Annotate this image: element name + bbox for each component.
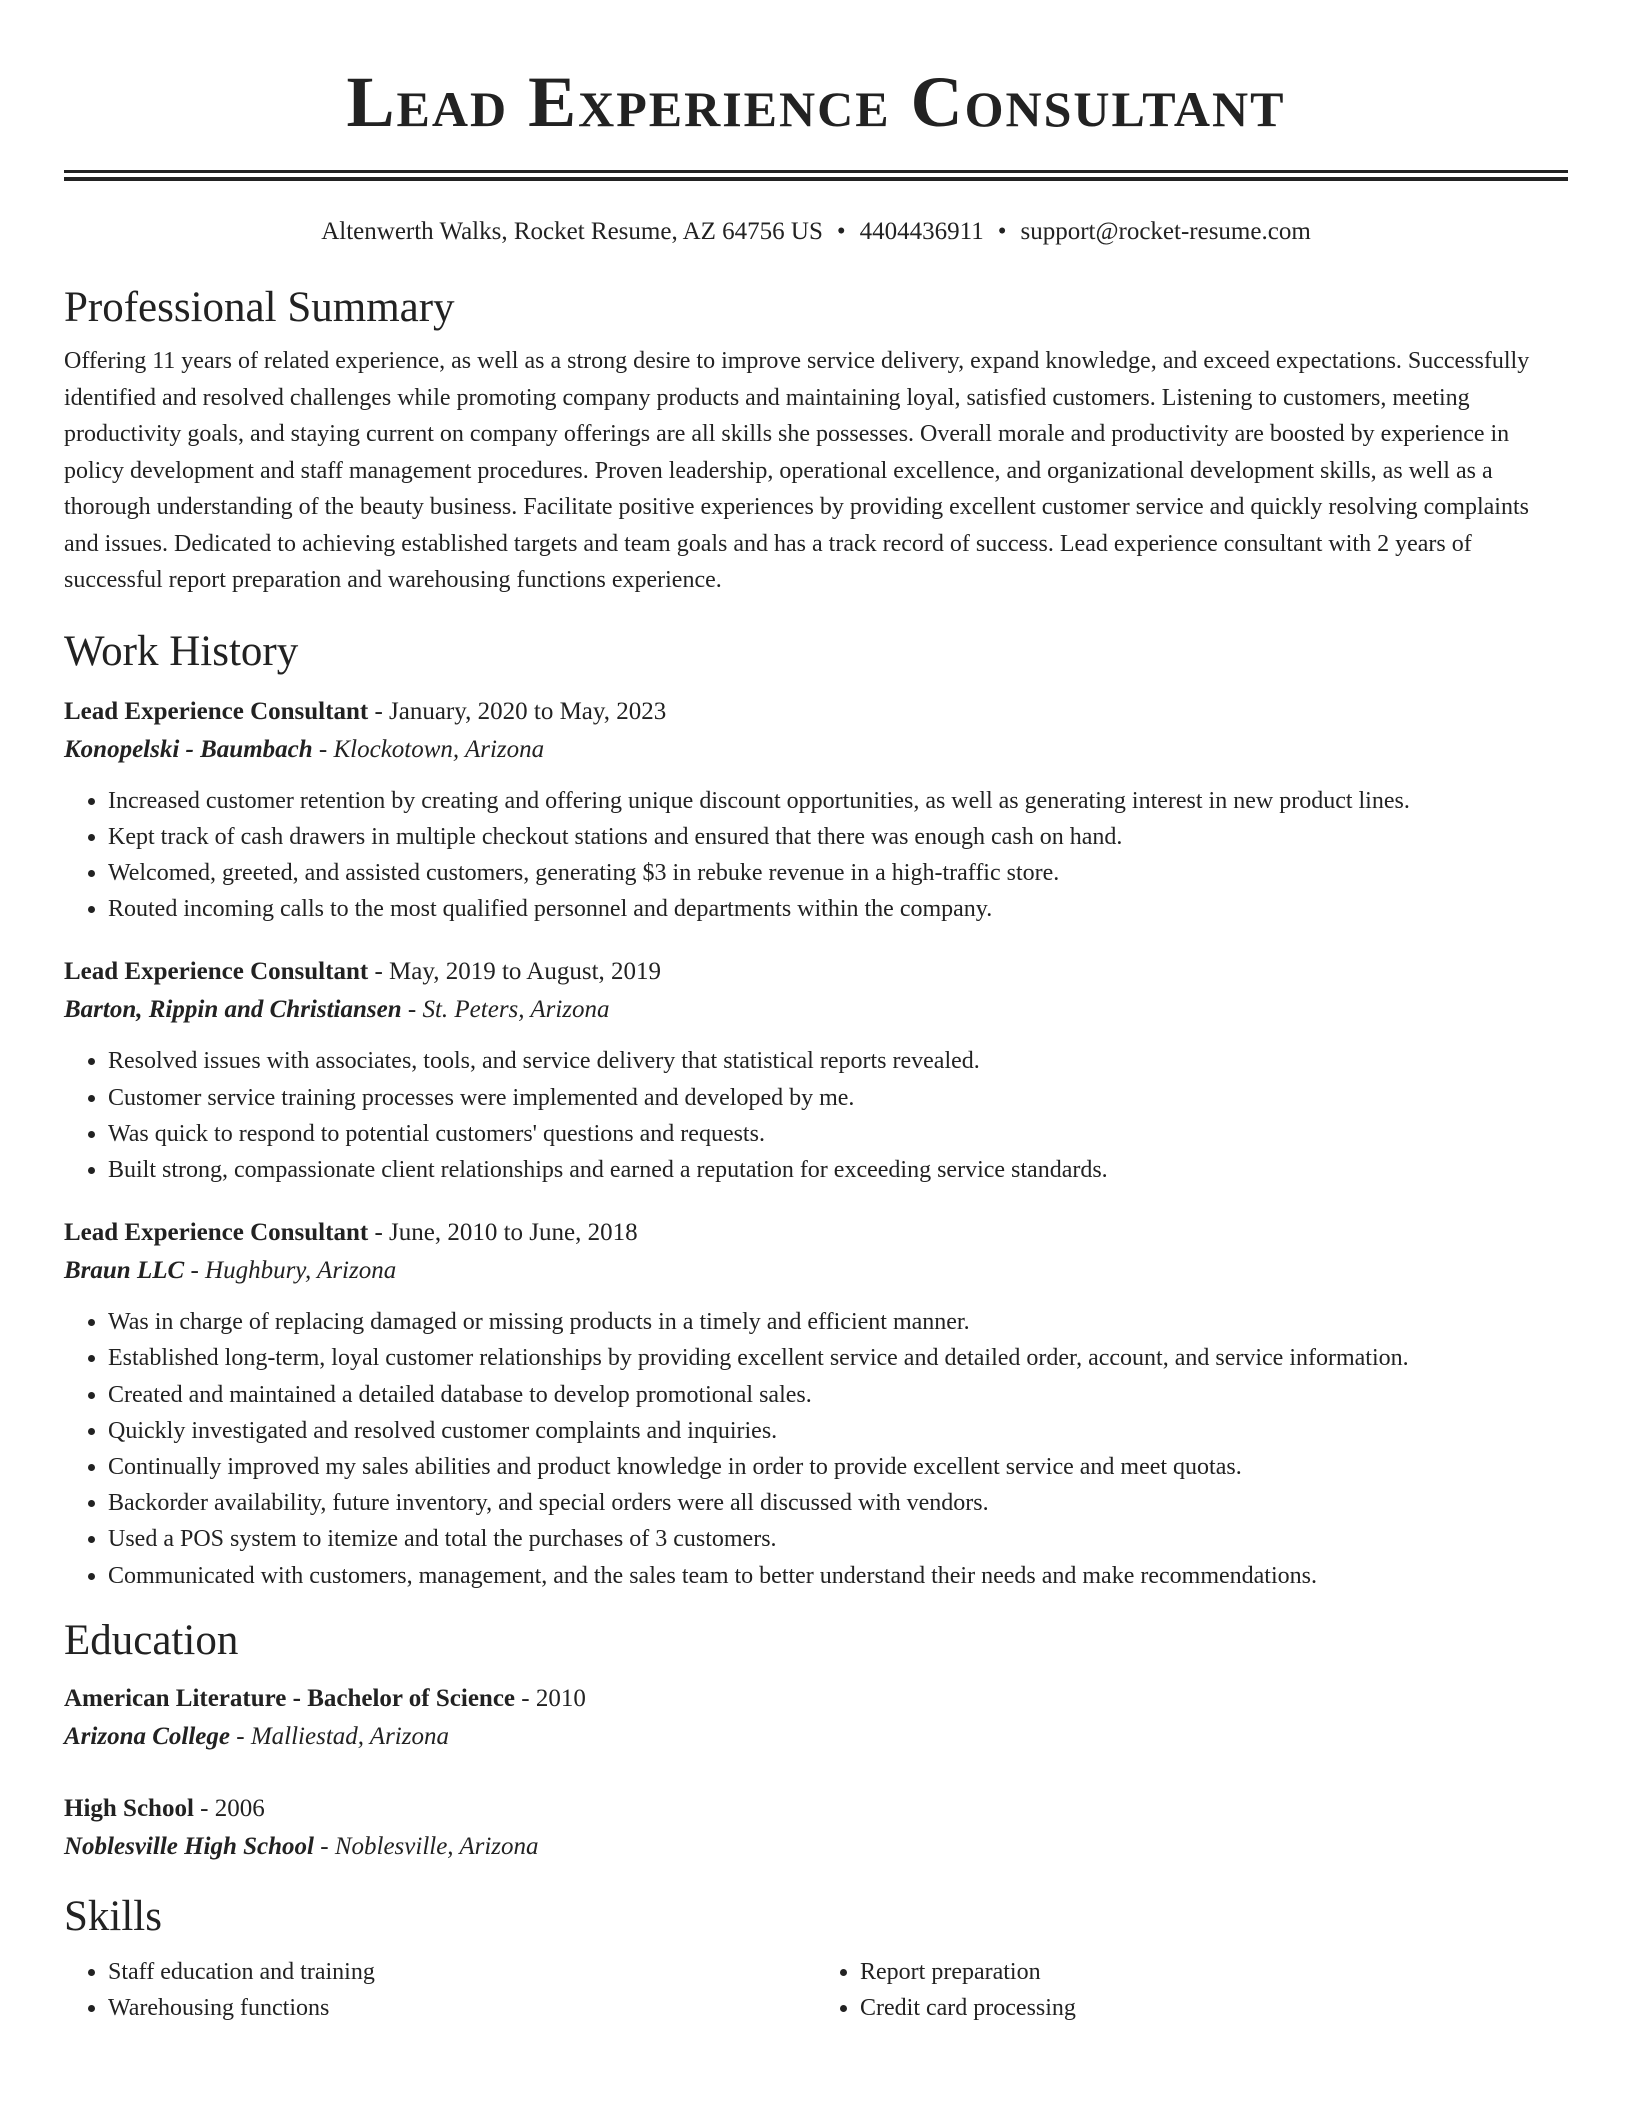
summary-heading: Professional Summary bbox=[64, 284, 455, 331]
skill-item: • Staff education and training bbox=[108, 1954, 816, 1990]
education-degree: American Literature - Bachelor of Science bbox=[64, 1684, 516, 1712]
work-history-heading: Work History bbox=[64, 627, 299, 675]
job-bullet: • Welcomed, greeted, and assisted customers, generating $3 in rebuke revenue in a high-traffic store. bbox=[108, 855, 1568, 891]
job-bullet: • Kept track of cash drawers in multiple checkout stations and ensured that there was enough cash on hand. bbox=[108, 819, 1568, 855]
education-heading: Education bbox=[64, 1616, 239, 1664]
job-bullet: • Communicated with customers, management, and the sales team to better understand their needs and make recommendations. bbox=[108, 1558, 1568, 1594]
job-title-line bbox=[64, 953, 1568, 991]
contact-email: support@rocket-resume.com bbox=[1020, 218, 1311, 245]
job-bullet: • Built strong, compassionate client relationships and earned a reputation for exceeding service standards. bbox=[108, 1152, 1568, 1188]
job-bullet: • Customer service training processes were implemented and developed by me. bbox=[108, 1080, 1568, 1116]
job-bullet: • Backorder availability, future inventory, and special orders were all discussed with vendors. bbox=[108, 1485, 1568, 1521]
job-bullet: • Created and maintained a detailed database to develop promotional sales. bbox=[108, 1377, 1568, 1413]
job-entry bbox=[64, 953, 1568, 1188]
contact-address: Altenwerth Walks, Rocket Resume, AZ 64756 US bbox=[321, 218, 823, 245]
job-bullet: • Increased customer retention by creating and offering unique discount opportunities, as well as generating interest in new product lines. bbox=[108, 783, 1568, 819]
job-bullet: • Continually improved my sales abilities and product knowledge in order to provide excellent service and meet quotas. bbox=[108, 1449, 1568, 1485]
job-bullets bbox=[64, 783, 1568, 928]
education-school: Noblesville High School bbox=[64, 1832, 314, 1860]
education-degree-line bbox=[64, 1790, 1568, 1828]
job-title-line bbox=[64, 693, 1568, 731]
education-school-line bbox=[64, 1718, 1568, 1756]
education-school-line bbox=[64, 1828, 1568, 1866]
education-entry bbox=[64, 1680, 1568, 1756]
contact-line bbox=[64, 217, 1568, 247]
job-entry bbox=[64, 1214, 1568, 1594]
job-company: Braun LLC bbox=[64, 1257, 185, 1285]
job-company-line bbox=[64, 731, 1568, 769]
job-bullet: • Was in charge of replacing damaged or missing products in a timely and efficient manner. bbox=[108, 1304, 1568, 1340]
education-location: - Noblesville, Arizona bbox=[314, 1832, 539, 1860]
job-bullet: • Established long-term, loyal customer relationships by providing excellent service and detailed order, account, and service information. bbox=[108, 1340, 1568, 1376]
job-title: Lead Experience Consultant bbox=[64, 697, 369, 725]
job-dates: - May, 2019 to August, 2019 bbox=[368, 958, 662, 986]
job-dates: - January, 2020 to May, 2023 bbox=[368, 697, 667, 725]
skills-heading: Skills bbox=[64, 1892, 162, 1940]
job-company-line bbox=[64, 1252, 1568, 1290]
summary-text: Offering 11 years of related experience, as well as a strong desire to improve service delivery, expand knowledge, and exceed expectations. Successfully identified and resolved challenges while promoting company products and maintaining loyal, satisfied customers. Listening to customers, meeting productivity goals, and staying current on company offerings are all skills she possesses. Overall morale and productivity are boosted by experience in policy development and staff management procedures. Proven leadership, operational excellence, and organizational development skills, as well as a thorough understanding of the beauty business. Facilitate positive experiences by providing excellent customer service and quickly resolving complaints and issues. Dedicated to achieving established targets and team goals and has a track record of success. Lead experience consultant with 2 years of successful report preparation and warehousing functions experience. bbox=[64, 348, 1530, 593]
resume-title: Lead Experience Consultant bbox=[346, 62, 1286, 142]
contact-separator: • bbox=[836, 218, 846, 245]
job-bullet: • Was quick to respond to potential customers' questions and requests. bbox=[108, 1116, 1568, 1152]
job-bullets bbox=[64, 1304, 1568, 1594]
job-location: - Hughbury, Arizona bbox=[184, 1257, 397, 1285]
skills-column-right bbox=[816, 1954, 1568, 2026]
skill-item: • Report preparation bbox=[860, 1954, 1568, 1990]
education-year: - 2006 bbox=[193, 1794, 265, 1822]
education-location: - Malliestad, Arizona bbox=[230, 1722, 449, 1750]
education-degree-line bbox=[64, 1680, 1568, 1718]
job-bullet: • Resolved issues with associates, tools, and service delivery that statistical reports revealed. bbox=[108, 1043, 1568, 1079]
job-bullet: • Used a POS system to itemize and total the purchases of 3 customers. bbox=[108, 1521, 1568, 1557]
education-degree: High School bbox=[64, 1794, 194, 1822]
education-year: - 2010 bbox=[515, 1684, 586, 1712]
job-dates: - June, 2010 to June, 2018 bbox=[368, 1219, 638, 1247]
job-title: Lead Experience Consultant bbox=[64, 958, 369, 986]
contact-separator: • bbox=[997, 218, 1007, 245]
job-entry bbox=[64, 693, 1568, 928]
job-company: Konopelski - Baumbach bbox=[64, 735, 313, 763]
job-title-line bbox=[64, 1214, 1568, 1252]
job-location: - Klockotown, Arizona bbox=[312, 735, 545, 763]
job-bullet: • Routed incoming calls to the most qualified personnel and departments within the company. bbox=[108, 891, 1568, 927]
job-company-line bbox=[64, 991, 1568, 1029]
education-school: Arizona College bbox=[64, 1722, 230, 1750]
skills-column-left bbox=[64, 1954, 816, 2026]
contact-phone: 4404436911 bbox=[859, 218, 984, 245]
skill-item: • Warehousing functions bbox=[108, 1990, 816, 2026]
title-divider bbox=[64, 170, 1568, 181]
skills-list bbox=[64, 1954, 1568, 2026]
job-company: Barton, Rippin and Christiansen bbox=[64, 996, 402, 1024]
job-bullet: • Quickly investigated and resolved customer complaints and inquiries. bbox=[108, 1413, 1568, 1449]
job-bullets bbox=[64, 1043, 1568, 1188]
education-entry bbox=[64, 1790, 1568, 1866]
job-title: Lead Experience Consultant bbox=[64, 1219, 369, 1247]
job-location: - St. Peters, Arizona bbox=[401, 996, 610, 1024]
skill-item: • Credit card processing bbox=[860, 1990, 1568, 2026]
